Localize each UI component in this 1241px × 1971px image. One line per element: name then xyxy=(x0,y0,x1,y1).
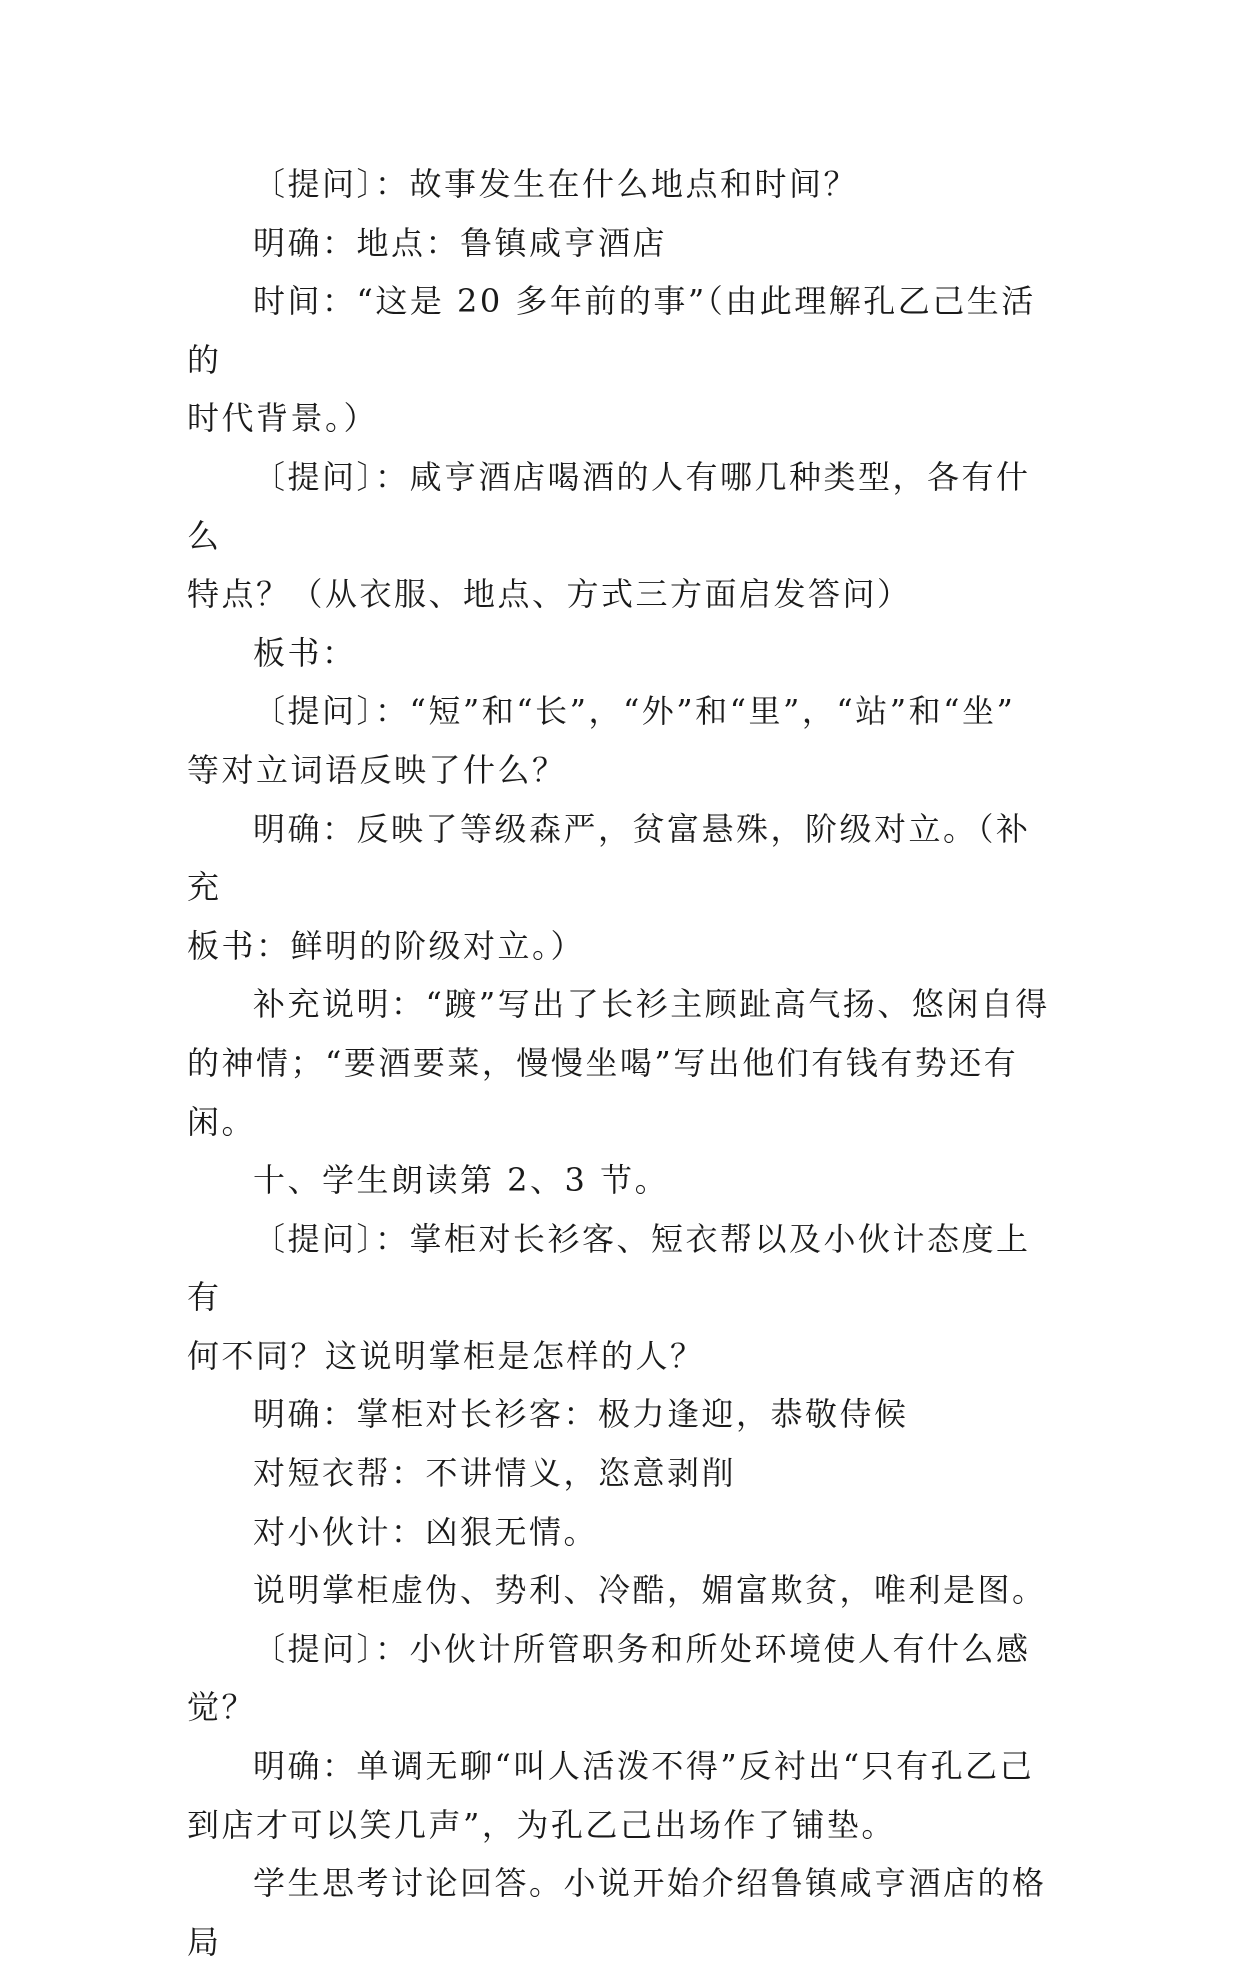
paragraph-student-discussion xyxy=(187,1854,1057,1971)
paragraph-answer-time xyxy=(187,272,1057,448)
paragraph-line: 十、学生朗读第 2、3 节。 xyxy=(253,1161,670,1200)
document-body xyxy=(187,155,1057,1971)
paragraph-line: 何不同？这说明掌柜是怎样的人？ xyxy=(187,1336,705,1375)
paragraph-line: 特点？（从衣服、地点、方式三方面启发答问） xyxy=(187,575,912,614)
paragraph-line: 的神情；“要酒要菜，慢慢坐喝”写出他们有钱有势还有闲。 xyxy=(187,1043,1019,1141)
paragraph-line: 〔提问〕：掌柜对长衫客、短衣帮以及小伙计态度上有 xyxy=(187,1219,1031,1317)
paragraph-line: 〔提问〕：故事发生在什么地点和时间？ xyxy=(253,165,859,203)
paragraph-line: 时间：“这是 20 多年前的事”（由此理解孔乙己生活的 xyxy=(187,282,1036,379)
paragraph-answer-monotony xyxy=(187,1737,1057,1854)
paragraph-question-apprentice-duty xyxy=(187,1620,1057,1737)
paragraph-answer-class-division xyxy=(187,800,1057,976)
paragraph-line: 明确：单调无聊“叫人活泼不得”反衬出“只有孔乙己 xyxy=(253,1747,1035,1786)
paragraph-line: 〔提问〕：咸亨酒店喝酒的人有哪几种类型，各有什么 xyxy=(187,457,1031,555)
paragraph-line: 说明掌柜虚伪、势利、冷酷，媚富欺贫，唯利是图。 xyxy=(253,1571,1047,1610)
paragraph-question-shopkeeper xyxy=(187,1210,1057,1386)
paragraph-line: 对小伙计：凶狠无情。 xyxy=(253,1512,599,1551)
paragraph-line: 板书：鲜明的阶级对立。） xyxy=(187,926,586,965)
paragraph-answer-place xyxy=(187,214,1057,273)
paragraph-answer-apprentice xyxy=(187,1503,1057,1562)
paragraph-board-notes xyxy=(187,624,1057,683)
paragraph-question-drinker-types xyxy=(187,448,1057,624)
paragraph-line: 〔提问〕：小伙计所管职务和所处环境使人有什么感觉？ xyxy=(187,1629,1031,1727)
paragraph-line: 板书： xyxy=(253,633,357,672)
paragraph-question-place-time xyxy=(187,155,1057,214)
paragraph-line: 等对立词语反映了什么？ xyxy=(187,750,567,789)
paragraph-line: 对短衣帮：不讲情义，恣意剥削 xyxy=(253,1454,737,1493)
paragraph-line: 明确：反映了等级森严，贫富悬殊，阶级对立。（补充 xyxy=(187,809,1031,907)
paragraph-answer-short-coat xyxy=(187,1444,1057,1503)
paragraph-section-ten xyxy=(187,1151,1057,1210)
paragraph-answer-long-gown xyxy=(187,1385,1057,1444)
paragraph-shopkeeper-summary xyxy=(187,1561,1057,1620)
paragraph-line: 〔提问〕：“短”和“长”，“外”和“里”，“站”和“坐” xyxy=(253,692,1016,731)
paragraph-line: 到店才可以笑几声”，为孔乙己出场作了铺垫。 xyxy=(187,1805,896,1844)
paragraph-line: 补充说明：“踱”写出了长衫主顾趾高气扬、悠闲自得 xyxy=(253,985,1050,1024)
paragraph-line: 明确：掌柜对长衫客：极力逢迎，恭敬侍候 xyxy=(253,1395,909,1434)
paragraph-question-opposites xyxy=(187,682,1057,799)
paragraph-supplement xyxy=(187,975,1057,1151)
paragraph-line: 时代背景。） xyxy=(187,399,379,438)
paragraph-line: 学生思考讨论回答。小说开始介绍鲁镇咸亨酒店的格局 xyxy=(187,1864,1047,1961)
paragraph-line: 明确：地点：鲁镇咸亨酒店 xyxy=(253,223,668,262)
